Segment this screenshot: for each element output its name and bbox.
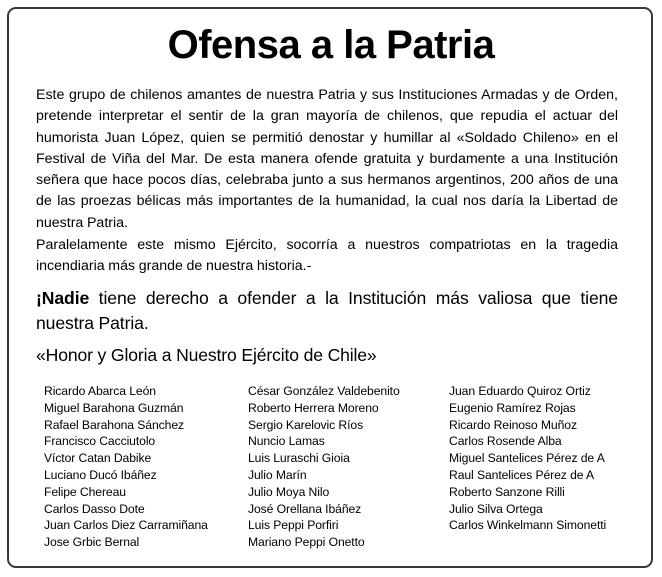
signatory-name: Roberto Herrera Moreno — [248, 400, 379, 415]
signatories-column-3 — [449, 383, 606, 534]
signatory-name: Carlos Rosende Alba — [449, 434, 562, 449]
signatory-name: Francisco Cacciutolo — [44, 434, 156, 449]
signatory-name: Juan Eduardo Quiroz Ortiz — [449, 384, 591, 398]
signatory-name: Roberto Sanzone Rilli — [449, 484, 565, 499]
signatory-name: Carlos Dasso Dote — [44, 501, 145, 516]
intro-paragraph: Este grupo de chilenos amantes de nuestra Patria y sus Instituciones Armadas y de Orden, pretende interpretar el sentir de la gran mayoría de chilenos, que repudia el actuar del humorista Juan López, quien se permitió denostar y humillar al «Soldado Chileno» en el Festival de Viña del Mar. De esta manera ofende gratuita y burdamente a una Institución señera que hace pocos días, celebraba junto a sus hermanos argentinos, 200 años de una de las proezas bélicas más importantes de la humanidad, la cual nos daría la Libertad de nuestra Patria. — [36, 87, 618, 231]
signatory-name: Juan Carlos Diez Carramiñana — [44, 518, 208, 533]
signatory-name: Luis Peppi Porfiri — [248, 518, 339, 533]
signatory-name: Miguel Barahona Guzmán — [44, 400, 184, 415]
signatories-column-1 — [44, 383, 208, 551]
signatory-name: Raul Santelices Pérez de A — [449, 467, 595, 482]
signatories-column-2 — [248, 383, 400, 551]
second-paragraph: Paralelamente este mismo Ejército, socorría a nuestros compatriotas en la tragedia incendiaria más grande de nuestra historia.- — [36, 237, 618, 275]
signatory-name: César González Valdebenito — [248, 384, 400, 398]
signatory-name: Luis Luraschi Gioia — [248, 451, 350, 466]
signatory-name: Víctor Catan Dabike — [44, 451, 152, 466]
signatory-name: Felipe Chereau — [44, 484, 126, 499]
signatory-name: Julio Moya Nilo — [248, 484, 330, 499]
signatory-name: Carlos Winkelmann Simonetti — [449, 518, 607, 533]
signatory-name: Nuncio Lamas — [248, 434, 325, 449]
signatory-name: Miguel Santelices Pérez de A — [449, 451, 605, 466]
statement-bold-word: ¡Nadie — [36, 288, 90, 308]
motto: «Honor y Gloria a Nuestro Ejército de Chile» — [36, 345, 377, 365]
signatory-name: Julio Silva Ortega — [449, 501, 543, 516]
statement-text: tiene derecho a ofender a la Institución más valiosa que tiene nuestra Patria. — [36, 288, 618, 333]
signatory-name: Jose Grbic Bernal — [44, 535, 140, 550]
signatory-name: Eugenio Ramírez Rojas — [449, 400, 576, 415]
statement-paragraph — [36, 286, 618, 335]
signatory-name: Ricardo Reinoso Muñoz — [449, 417, 577, 432]
signatory-name: Ricardo Abarca León — [44, 384, 156, 398]
signatory-name: Rafael Barahona Sánchez — [44, 417, 184, 432]
signatory-name: Sergio Karelovic Ríos — [248, 417, 364, 432]
signatory-name: Mariano Peppi Onetto — [248, 535, 365, 550]
signatory-name: Julio Marín — [248, 467, 307, 482]
signatory-name: Luciano Ducó Ibáñez — [44, 467, 157, 482]
page-title: Ofensa a la Patria — [167, 23, 495, 67]
signatory-name: José Orellana Ibáñez — [248, 501, 362, 516]
